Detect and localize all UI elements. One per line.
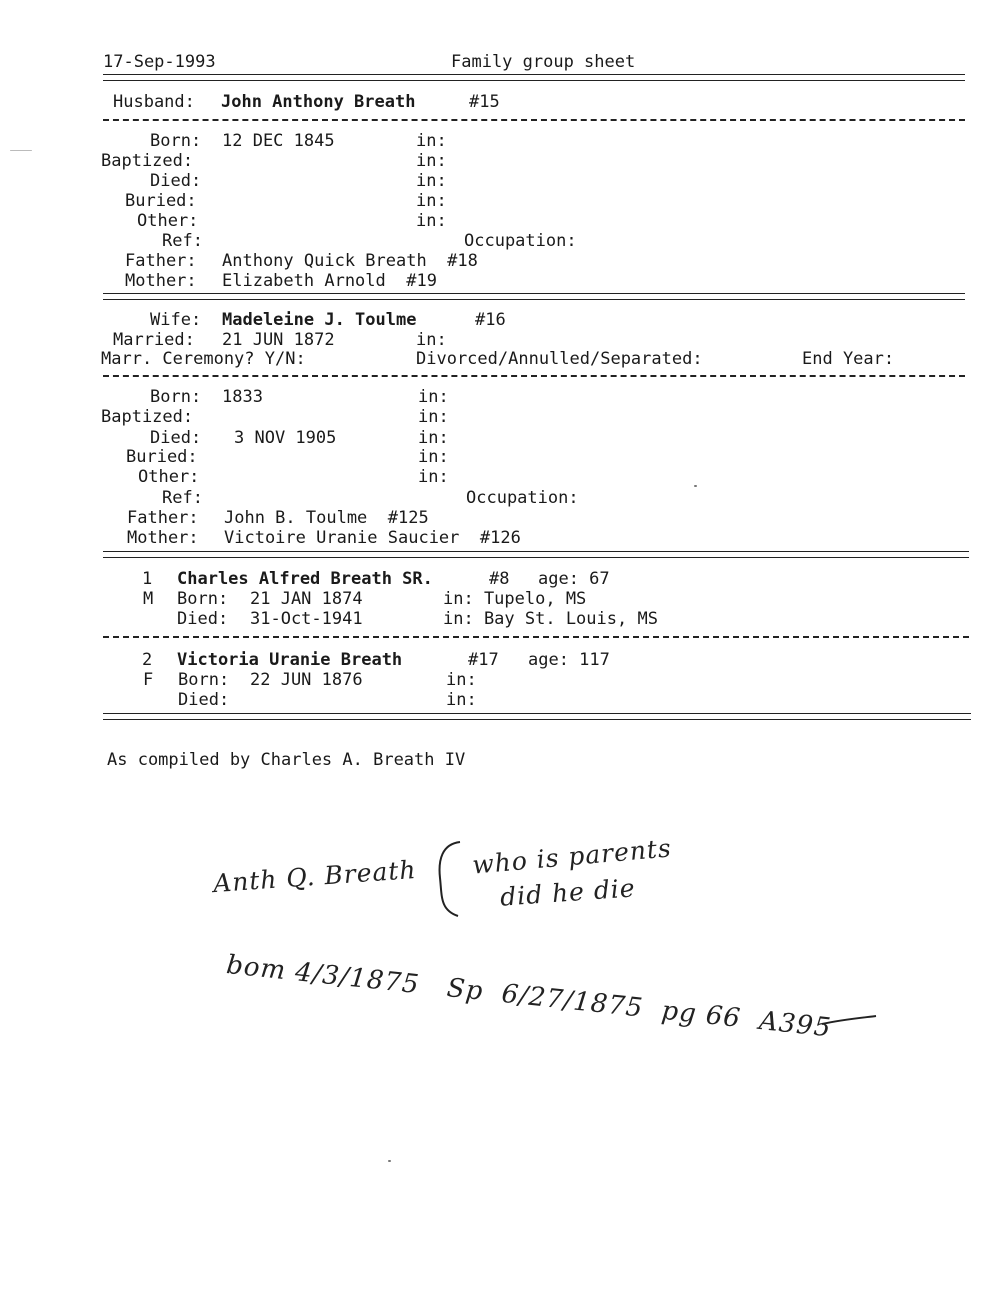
husband-died-place-label: in: [416, 171, 447, 191]
child-died-label: Died: [178, 690, 230, 710]
child-id: #17 [468, 650, 499, 670]
husband-born-date: 12 DEC 1845 [222, 131, 335, 151]
wife-born-place-label: in: [418, 387, 449, 407]
husband-father-name: Anthony Quick Breath #18 [222, 251, 478, 271]
husband-mother-label: Mother: [125, 271, 197, 291]
handwritten-underline [820, 1010, 880, 1030]
husband-id: #15 [469, 92, 500, 112]
wife-baptized-place-label: in: [418, 407, 449, 427]
husband-ref-label: Ref: [162, 231, 203, 251]
double-rule [103, 551, 969, 558]
wife-buried-label: Buried: [126, 447, 198, 467]
wife-id: #16 [475, 310, 506, 330]
wife-ref-label: Ref: [162, 488, 203, 508]
husband-mother-name: Elizabeth Arnold #19 [222, 271, 437, 291]
handwritten-note-death: did he die [499, 873, 637, 912]
wife-baptized-label: Baptized: [101, 407, 194, 427]
scan-speck [694, 485, 697, 487]
handwritten-dates: bom 4/3/1875 Sp 6/27/1875 pg 66 A395 [224, 950, 833, 1044]
child-sex: M [143, 589, 154, 609]
child-died-place: in: Bay St. Louis, MS [443, 609, 658, 629]
double-rule [103, 293, 965, 300]
husband-other-label: Other: [137, 211, 199, 231]
husband-label: Husband: [113, 92, 195, 112]
double-rule [103, 713, 971, 720]
husband-occupation-label: Occupation: [464, 231, 577, 251]
wife-buried-place-label: in: [418, 447, 449, 467]
married-date: 21 JUN 1872 [222, 330, 335, 350]
child-born-date: 21 JAN 1874 [250, 589, 363, 609]
wife-father-label: Father: [127, 508, 199, 528]
wife-died-label: Died: [150, 428, 202, 448]
wife-father-name: John B. Toulme #125 [224, 508, 429, 528]
handwritten-bracket [428, 838, 468, 920]
wife-other-place-label: in: [418, 467, 449, 487]
child-born-place: in: [446, 670, 477, 690]
married-label: Married: [113, 330, 195, 350]
child-name: Victoria Uranie Breath [177, 650, 403, 670]
scan-speck [388, 1160, 391, 1162]
wife-mother-name: Victoire Uranie Saucier #126 [224, 528, 521, 548]
sheet-date: 17-Sep-1993 [103, 52, 216, 72]
dashed-rule [103, 119, 965, 121]
husband-baptized-label: Baptized: [101, 151, 194, 171]
child-id: #8 [489, 569, 510, 589]
married-place-label: in: [416, 330, 447, 350]
divorced-label: Divorced/Annulled/Separated: [416, 349, 703, 369]
child-number: 1 [142, 569, 153, 589]
wife-born-label: Born: [150, 387, 202, 407]
husband-name: John Anthony Breath [221, 92, 416, 112]
husband-born-label: Born: [150, 131, 202, 151]
husband-born-place-label: in: [416, 131, 447, 151]
child-born-label: Born: [178, 670, 230, 690]
child-died-place: in: [446, 690, 477, 710]
wife-born-date: 1833 [222, 387, 263, 407]
double-rule [103, 74, 965, 81]
handwritten-name: Anth Q. Breath [212, 854, 418, 899]
wife-died-place-label: in: [418, 428, 449, 448]
child-age: age: 117 [528, 650, 610, 670]
child-born-date: 22 JUN 1876 [250, 670, 363, 690]
wife-mother-label: Mother: [127, 528, 199, 548]
child-number: 2 [142, 650, 153, 670]
scan-speck [10, 150, 32, 151]
child-sex: F [143, 670, 154, 690]
husband-father-label: Father: [125, 251, 197, 271]
wife-other-label: Other: [138, 467, 200, 487]
husband-baptized-place-label: in: [416, 151, 447, 171]
child-born-label: Born: [177, 589, 229, 609]
child-age: age: 67 [538, 569, 610, 589]
husband-died-label: Died: [150, 171, 202, 191]
child-born-place: in: Tupelo, MS [443, 589, 587, 609]
handwritten-note-parents: who is parents [471, 833, 673, 880]
wife-occupation-label: Occupation: [466, 488, 579, 508]
wife-name: Madeleine J. Toulme [222, 310, 417, 330]
sheet-title: Family group sheet [451, 52, 636, 72]
husband-buried-label: Buried: [125, 191, 197, 211]
wife-label: Wife: [150, 310, 202, 330]
end-year-label: End Year: [802, 349, 895, 369]
dashed-rule [103, 636, 969, 638]
husband-buried-place-label: in: [416, 191, 447, 211]
compiled-by: As compiled by Charles A. Breath IV [107, 750, 466, 770]
child-died-date: 31-Oct-1941 [250, 609, 363, 629]
ceremony-label: Marr. Ceremony? Y/N: [101, 349, 306, 369]
husband-other-place-label: in: [416, 211, 447, 231]
dashed-rule [103, 375, 965, 377]
child-died-label: Died: [177, 609, 229, 629]
wife-died-date: 3 NOV 1905 [234, 428, 337, 448]
child-name: Charles Alfred Breath SR. [177, 569, 433, 589]
